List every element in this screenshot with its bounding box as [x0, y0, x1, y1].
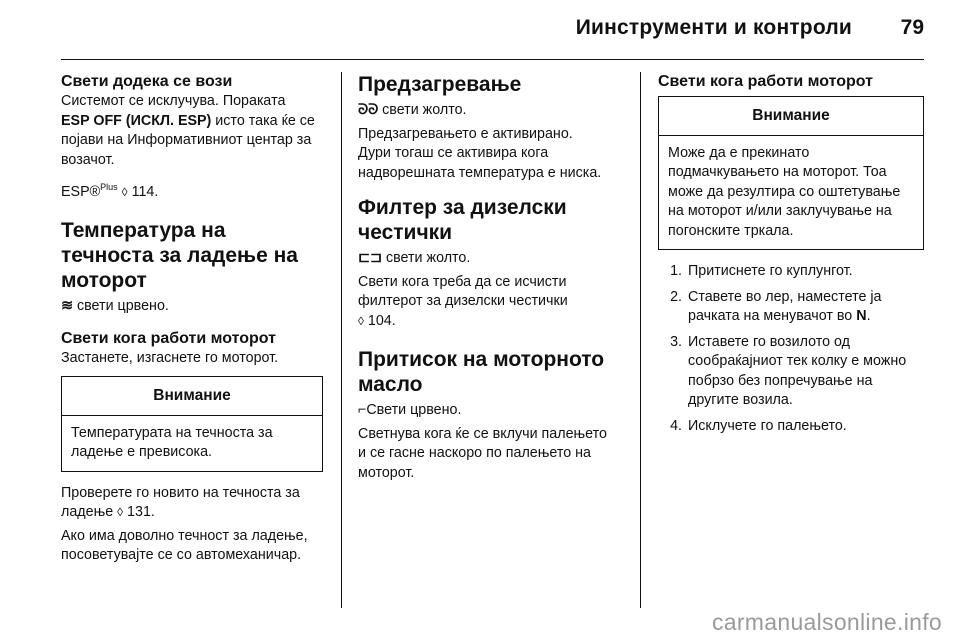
filter-text: Свети кога треба да се исчисти филтерот за дизелски честички — [358, 273, 568, 309]
esp-text-b: исто така ќе се појави на Информативниот центар за возачот. — [61, 112, 315, 168]
coolant-temperature-icon: ≋ — [61, 298, 73, 315]
esp-ref-label: ESP® — [61, 183, 101, 200]
heading-engine-running-oil: Свети кога работи моторот — [658, 73, 873, 90]
caution-heading: Внимание — [659, 97, 923, 136]
esp-reference — [61, 178, 323, 202]
coolant-indicator-line — [61, 297, 323, 317]
esp-ref-sup: Plus — [100, 182, 118, 192]
page-ref-icon: ◊ — [121, 184, 128, 199]
column-divider-2 — [640, 72, 641, 608]
filter-indicator-line — [358, 249, 608, 269]
watermark: carmanualsonline.info — [711, 609, 942, 635]
check-coolant-paragraph — [61, 484, 323, 523]
steps-list — [658, 262, 924, 436]
heading-coolant-temp: Температура на течноста за ладење на моторот — [61, 219, 298, 293]
page-ref-icon: ◊ — [358, 313, 364, 328]
column-divider-1 — [341, 72, 342, 608]
esp-ref-page: 114. — [127, 183, 159, 200]
filter-paragraph — [358, 273, 608, 332]
column-1 — [61, 72, 323, 566]
caution-box-oil — [658, 96, 924, 250]
page-ref-icon: ◊ — [117, 505, 124, 520]
list-item: 3. Иставете го возилото од сообраќајниот тек колку е можно побрзо без попречување на другите возила. — [670, 333, 907, 408]
particulate-filter-icon: ⊏⊐ — [358, 250, 382, 266]
column-3 — [658, 72, 924, 442]
caution-body: Може да е прекинато подмачкувањето на моторот. Тоа може да резултира со оштетување на моторот и/или заклучување на погонските тркала. — [668, 144, 901, 239]
list-item: 2. Ставете во лер, наместете ја рачката на менувачот во N. — [670, 288, 882, 324]
oil-can-icon: ⌐ — [358, 402, 367, 418]
list-item: 1. Притиснете го куплунгот. — [670, 263, 853, 279]
heading-oil-pressure: Притисок на моторното масло — [358, 348, 605, 396]
check-coolant-text: Проверете го новито на течноста за ладење — [61, 484, 300, 521]
oil-paragraph: Светнува кога ќе се вклучи палењето и се гасне наскоро по палењето на моторот. — [358, 425, 607, 481]
esp-text-a: Системот се исклучува. Поракaта — [61, 93, 286, 109]
header-rule — [61, 59, 924, 60]
caution-box-coolant — [61, 376, 323, 472]
heading-preheating: Предзагревање — [358, 73, 522, 96]
enough-coolant-paragraph: Ако има доволно течност за ладење, посоветувајте се со автомеханичар. — [61, 527, 308, 564]
running-header-title: Иинструменти и контроли — [575, 16, 852, 39]
caution-heading: Внимание — [62, 377, 322, 416]
oil-indicator-text: Свети црвено. — [366, 402, 462, 418]
preheat-paragraph: Предзагревањето е активирано. Дури тогаш се активира кога надворешната температура е ниска. — [358, 125, 602, 181]
oil-indicator-line — [358, 401, 608, 421]
list-item: 4. Исклучете го палењето. — [670, 417, 847, 434]
filter-page: 104. — [363, 312, 396, 329]
preheat-indicator-text: свети жолто. — [378, 102, 467, 118]
column-2 — [358, 72, 608, 483]
coolant-indicator-text: свети црвено. — [72, 298, 169, 315]
heading-engine-running: Свети кога работи моторот — [61, 329, 276, 347]
esp-off-label: ESP OFF (ИСКЛ. ESP) — [61, 112, 212, 129]
heading-diesel-filter: Филтер за дизелски честички — [358, 196, 567, 244]
engine-running-text: Застанете, изгаснете го моторот. — [61, 349, 279, 366]
check-coolant-page: 131. — [123, 504, 155, 521]
filter-indicator-text: свети жолто. — [381, 250, 471, 266]
esp-paragraph — [61, 92, 323, 170]
preheat-indicator-line — [358, 101, 608, 121]
glow-plug-icon: ᘐᘐ — [358, 102, 379, 118]
page-number: 79 — [900, 16, 924, 39]
caution-body: Температурата на течноста за ладење е превисока. — [71, 424, 273, 461]
heading-esp: Свети додека се вози — [61, 73, 233, 90]
